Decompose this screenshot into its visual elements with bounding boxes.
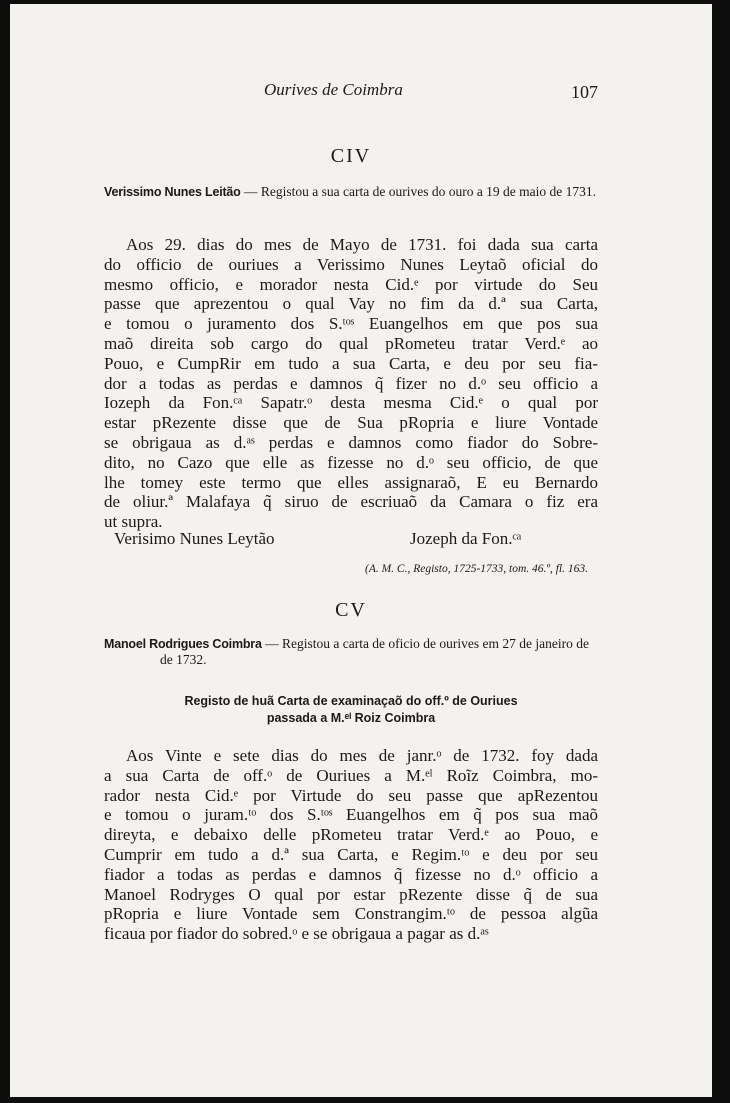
text-line: passe que aprezentou o qual Vay no fim da d.ª sua Carta, xyxy=(104,294,598,314)
scan-border-left xyxy=(0,0,10,1103)
signature-right: Jozeph da Fon.ᶜᵃ xyxy=(410,529,522,548)
text-line: Manoel Rodryges O qual por estar pRezente disse q̃ de sua xyxy=(104,884,598,904)
text-line: a sua Carta de off.ᵒ de Ouriues a M.ᵉˡ Roĩz Coimbra, mo- xyxy=(104,765,598,785)
text-line: Pouo, e CumpRir em tudo a sua Carta, e deu por seu fia- xyxy=(104,353,598,373)
text-line: do officio de ouriues a Verissimo Nunes Leytaõ oficial do xyxy=(104,254,598,274)
page-content xyxy=(104,0,598,1103)
text-line: mesmo officio, e morador nesta Cid.ᵉ por virtude do Seu xyxy=(104,274,598,294)
summary-text: — Registou a carta de oficio de ourives em 27 de janeiro de de 1732. xyxy=(160,636,589,667)
text-line: ut supra. xyxy=(104,512,163,532)
text-line: dito, no Cazo que elle as fizesse no d.ᵒ seu officio, de que xyxy=(104,452,598,472)
text-line: lhe tomey este termo que elles assignaraõ, E eu Bernardo xyxy=(104,472,598,492)
page-header xyxy=(104,80,598,110)
text-line: Iozeph da Fon.ᶜᵃ Sapatr.ᵒ desta mesma Cid.ᵉ o qual por xyxy=(104,393,598,413)
text-line: ficaua por fiador do sobred.ᵒ e se obrigaua a pagar as d.ᵃˢ xyxy=(104,924,489,944)
text-line: Aos 29. dias do mes de Mayo de 1731. foi dada sua carta xyxy=(126,235,598,254)
text-line: se obrigaua as d.ᵃˢ perdas e damnos como fiador do Sobre- xyxy=(104,432,598,452)
text-line: pRopria e liure Vontade sem Constrangim.ᵗᵒ de pessoa algũa xyxy=(104,904,598,924)
document-summary-cv xyxy=(104,636,598,668)
heading-line: Registo de huã Carta de examinaçaõ do off.º de Ouriues xyxy=(184,694,518,708)
summary-text: — Registou a sua carta de ourives do ouro a 19 de maio de 1731. xyxy=(240,184,597,199)
section-number-cv: CV xyxy=(335,599,367,621)
text-line: Cumprir em tudo a d.ª sua Carta, e Regim.ᵗᵒ e deu por seu xyxy=(104,844,598,864)
document-body-cv xyxy=(104,746,598,944)
text-line: fiador a todas as perdas e damnos q̃ fizesse no d.ᵒ officio a xyxy=(104,864,598,884)
heading-line: passada a M.ᵉˡ Roiz Coimbra xyxy=(266,711,436,725)
summary-name: Manoel Rodrigues Coimbra xyxy=(104,637,262,651)
text-line: maõ direita sob cargo do qual pRometeu tratar Verd.ᵉ ao xyxy=(104,333,598,353)
document-body-civ xyxy=(104,235,598,532)
text-line: e tomou o juramento dos S.ᵗᵒˢ Euangelhos em que pos sua xyxy=(104,314,598,334)
scan-border-right xyxy=(712,0,730,1103)
text-line: rador nesta Cid.ᵉ por Virtude do seu passe que apRezentou xyxy=(104,785,598,805)
text-line: direyta, e debaixo delle pRometeu tratar Verd.ᵉ ao Pouo, e xyxy=(104,825,598,845)
text-line: Aos Vinte e sete dias do mes de janr.ᵒ de 1732. foy dada xyxy=(126,746,598,765)
page-number: 107 xyxy=(571,82,598,102)
text-line: de oliur.ª Malafaya q̃ siruo de escriuaõ da Camara o fiz era xyxy=(104,492,598,512)
running-title: Ourives de Coimbra xyxy=(264,80,403,99)
document-summary-civ xyxy=(104,184,598,200)
section-number-civ: CIV xyxy=(330,145,372,167)
summary-name: Verissimo Nunes Leitão xyxy=(104,185,241,199)
text-line: dor a todas as perdas e damnos q̃ fizer no d.ᵒ seu officio a xyxy=(104,373,598,393)
text-line: e tomou o juram.ᵗᵒ dos S.ᵗᵒˢ Euangelhos em q̃ pos sua maõ xyxy=(104,805,598,825)
document-heading-cv xyxy=(104,693,598,727)
signature-left: Verisimo Nunes Leytão xyxy=(114,529,275,548)
archive-citation: (A. M. C., Registo, 1725-1733, tom. 46.º, fl. 163. xyxy=(364,563,588,575)
text-line: estar pRezente disse que de Sua pRopria e liure Vontade xyxy=(104,413,598,433)
